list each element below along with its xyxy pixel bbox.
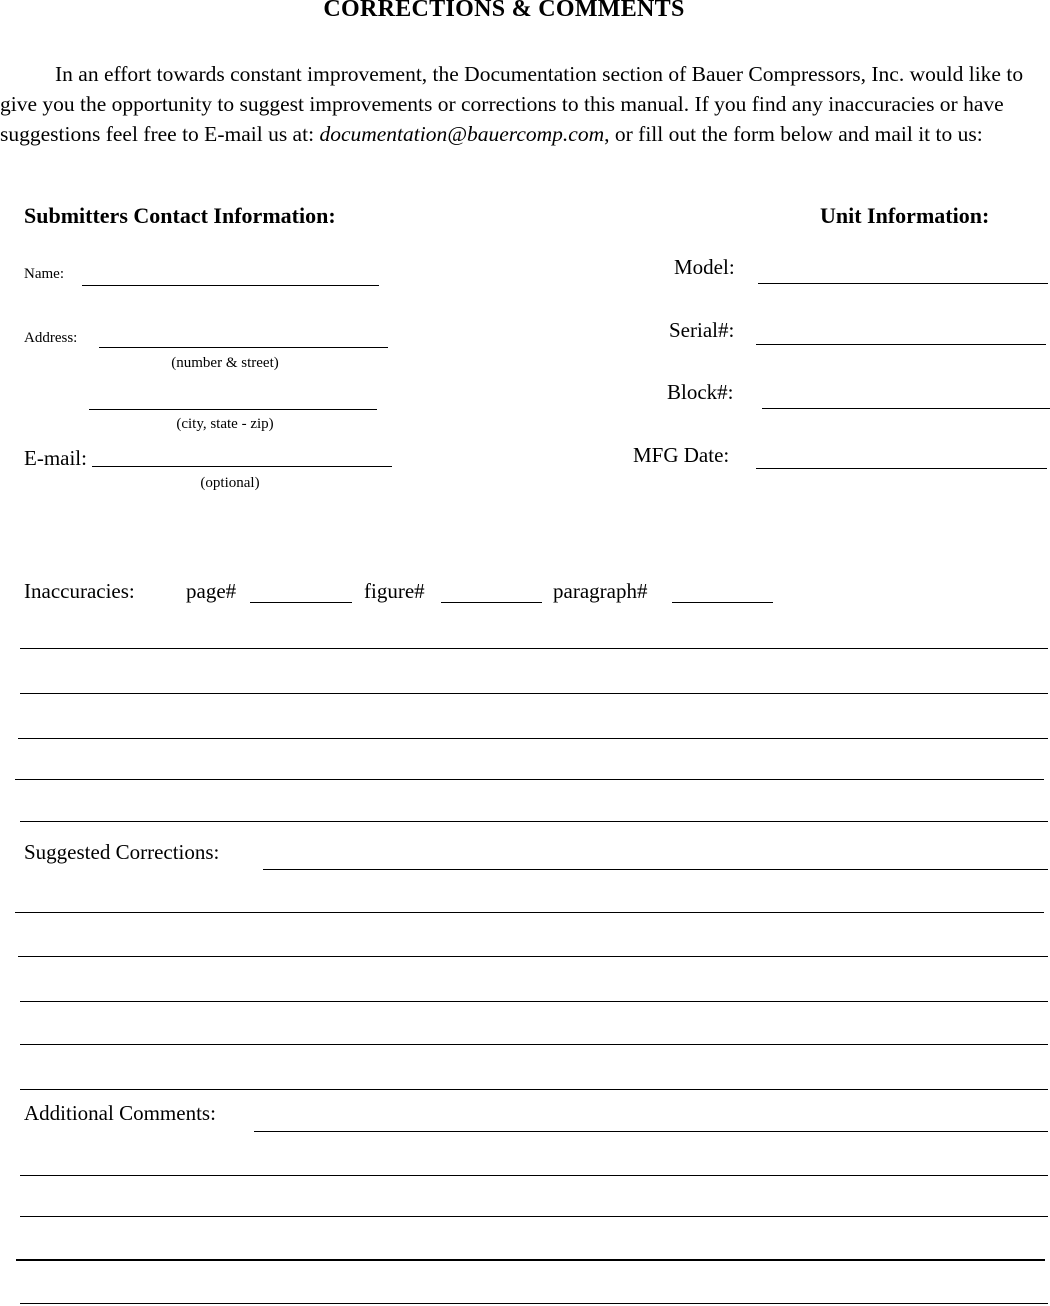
corrections-line-3[interactable] bbox=[18, 956, 1048, 957]
page-number-label: page# bbox=[186, 579, 237, 603]
address-city-field[interactable] bbox=[89, 409, 377, 410]
address-street-field[interactable] bbox=[99, 347, 388, 348]
mfg-date-field[interactable] bbox=[756, 468, 1047, 469]
model-label: Model: bbox=[674, 255, 735, 279]
inaccuracies-label: Inaccuracies: bbox=[24, 579, 135, 603]
inaccuracies-line-2[interactable] bbox=[20, 693, 1048, 694]
inaccuracies-line-3[interactable] bbox=[18, 738, 1048, 739]
inaccuracies-line-4[interactable] bbox=[15, 779, 1044, 780]
contact-info-heading: Submitters Contact Information: bbox=[24, 203, 336, 228]
suggested-corrections-label: Suggested Corrections: bbox=[24, 840, 220, 864]
intro-text: In an effort towards constant improvement, the Documentation section of Bauer Compressors, Inc. would like to give you the opportunity to suggest improvements or corrections to this manual. If you find any inaccuracies or have suggestions feel free to E-mail us at: bbox=[0, 62, 1024, 146]
paragraph-number-label: paragraph# bbox=[553, 579, 648, 603]
block-field[interactable] bbox=[762, 408, 1050, 409]
figure-number-label: figure# bbox=[364, 579, 425, 603]
block-label: Block#: bbox=[667, 380, 734, 404]
corrections-line-4[interactable] bbox=[20, 1001, 1048, 1002]
address-label: Address: bbox=[24, 330, 78, 346]
address-city-hint: (city, state - zip) bbox=[176, 416, 274, 432]
address-street-hint: (number & street) bbox=[171, 355, 279, 371]
comments-line-4[interactable] bbox=[16, 1259, 1045, 1261]
corrections-line-2[interactable] bbox=[15, 912, 1044, 913]
name-label: Name: bbox=[24, 266, 64, 282]
intro-paragraph bbox=[0, 59, 1048, 149]
comments-line-2[interactable] bbox=[20, 1175, 1048, 1176]
serial-label: Serial#: bbox=[669, 318, 735, 342]
intro-text-end: , or fill out the form below and mail it to us: bbox=[604, 122, 983, 146]
page-number-field[interactable] bbox=[250, 602, 352, 603]
page-title: CORRECTIONS & COMMENTS bbox=[323, 0, 685, 22]
comments-line-1[interactable] bbox=[254, 1131, 1048, 1132]
corrections-line-6[interactable] bbox=[20, 1089, 1048, 1090]
name-field[interactable] bbox=[82, 285, 379, 286]
serial-field[interactable] bbox=[756, 344, 1046, 345]
inaccuracies-line-1[interactable] bbox=[20, 648, 1048, 649]
unit-info-heading: Unit Information: bbox=[820, 203, 990, 228]
model-field[interactable] bbox=[758, 283, 1048, 284]
contact-email-link[interactable]: documentation@bauercomp.com bbox=[319, 122, 605, 146]
email-field[interactable] bbox=[92, 466, 392, 467]
figure-number-field[interactable] bbox=[441, 602, 542, 603]
corrections-line-1[interactable] bbox=[263, 869, 1048, 870]
paragraph-number-field[interactable] bbox=[672, 602, 773, 603]
email-hint: (optional) bbox=[200, 475, 260, 491]
mfg-date-label: MFG Date: bbox=[633, 443, 730, 467]
inaccuracies-line-5[interactable] bbox=[20, 821, 1048, 822]
email-label: E-mail: bbox=[24, 446, 87, 470]
comments-line-5[interactable] bbox=[20, 1303, 1048, 1304]
comments-line-3[interactable] bbox=[20, 1216, 1048, 1217]
corrections-line-5[interactable] bbox=[20, 1044, 1048, 1045]
additional-comments-label: Additional Comments: bbox=[24, 1101, 216, 1125]
